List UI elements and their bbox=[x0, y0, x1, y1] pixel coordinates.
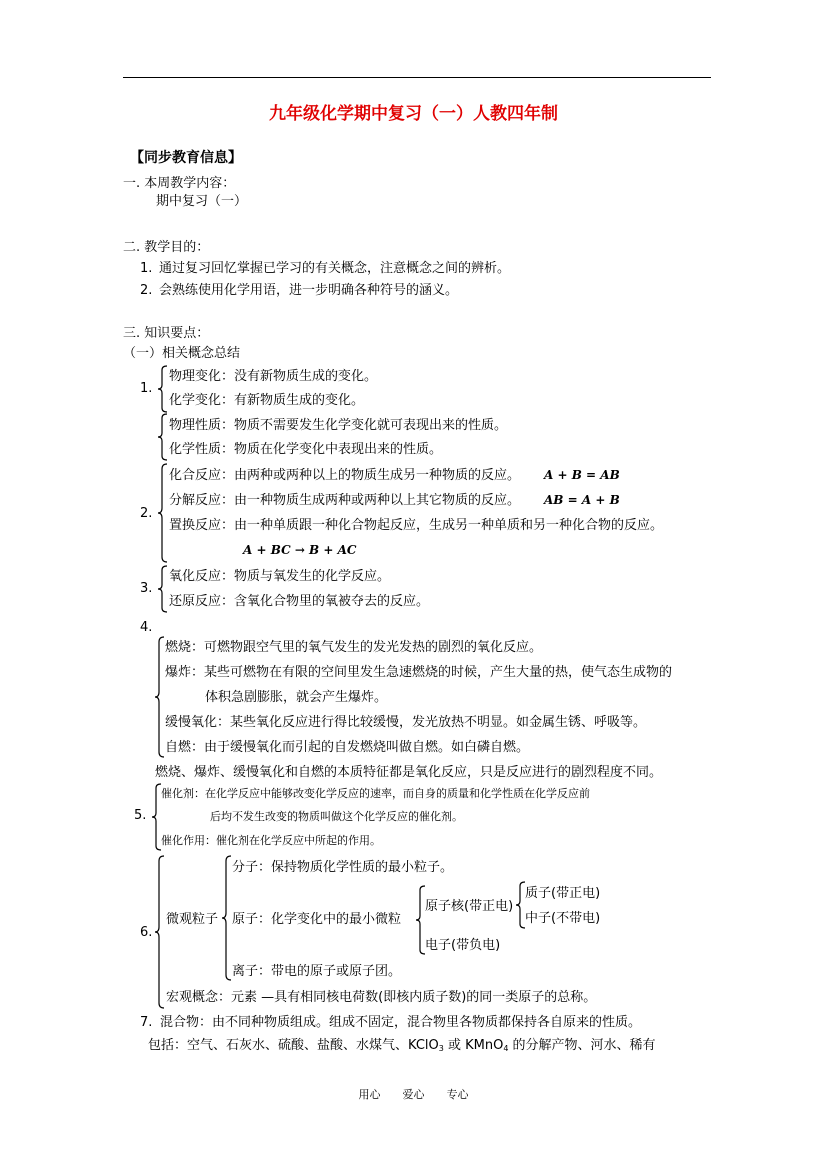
formula-combination: A + B = AB bbox=[544, 468, 620, 482]
explosion-definition-cont: 体积急剧膨胀，就会产生爆炸。 bbox=[205, 690, 388, 705]
concept-1-brace-b bbox=[161, 414, 169, 460]
part1-content: 期中复习（一） bbox=[156, 194, 248, 209]
electron-label: 电子(带负电) bbox=[425, 938, 501, 953]
atom-definition: 原子：化学变化中的最小微粒 bbox=[232, 912, 402, 927]
molecule-definition: 分子：保持物质化学性质的最小粒子。 bbox=[232, 860, 454, 875]
part2-heading: 二. 教学目的： bbox=[123, 240, 210, 255]
part3-subheading: （一）相关概念总结 bbox=[123, 346, 241, 361]
page-title: 九年级化学期中复习（一）人教四年制 bbox=[269, 104, 558, 124]
concept-1-line: 化学性质：物质在化学变化中表现出来的性质。 bbox=[169, 442, 443, 457]
mixture-definition: 混合物：由不同种物质组成。组成不固定，混合物里各物质都保持各自原来的性质。 bbox=[160, 1015, 642, 1030]
header-rule bbox=[123, 77, 711, 78]
nucleus-label: 原子核(带正电) bbox=[425, 899, 514, 914]
concept-6-brace bbox=[158, 856, 166, 1008]
slow-oxidation-definition: 缓慢氧化：某些氧化反应进行得比较缓慢，发光放热不明显。如金属生锈、呼吸等。 bbox=[165, 715, 647, 730]
subscript: 4 bbox=[503, 1044, 509, 1053]
part2-item-text: 会熟练使用化学用语，进一步明确各种符号的涵义。 bbox=[159, 283, 459, 298]
concept-6-number: 6. bbox=[140, 925, 153, 940]
catalyst-definition: 催化剂：在化学反应中能够改变化学反应的速率，而自身的质量和化学性质在化学反应前 bbox=[161, 787, 590, 800]
concept-3-brace bbox=[161, 566, 169, 612]
concept-5-number: 5. bbox=[134, 808, 147, 823]
decomposition-reaction: 分解反应：由一种物质生成两种或两种以上其它物质的反应。 bbox=[169, 493, 521, 508]
section-heading: 【同步教育信息】 bbox=[130, 150, 242, 166]
part3-heading: 三. 知识要点： bbox=[123, 326, 210, 341]
micro-particles-label: 微观粒子 bbox=[166, 912, 219, 927]
proton-label: 质子(带正电) bbox=[525, 886, 601, 901]
displacement-reaction: 置换反应：由一种单质跟一种化合物起反应，生成另一种单质和另一种化合物的反应。 bbox=[169, 518, 664, 533]
oxidation-reaction: 氧化反应：物质与氧发生的化学反应。 bbox=[169, 569, 391, 584]
formula-displacement: A + BC → B + AC bbox=[243, 543, 357, 557]
mixture-examples-part: 或 KMnO bbox=[443, 1038, 504, 1053]
mixture-examples bbox=[148, 1038, 656, 1054]
concept-1-brace-a bbox=[161, 366, 169, 412]
concept-7-number: 7. bbox=[140, 1015, 153, 1030]
concept-3-number: 3. bbox=[140, 581, 153, 596]
explosion-definition: 爆炸：某些可燃物在有限的空间里发生急速燃烧的时候，产生大量的热，使气态生成物的 bbox=[165, 665, 673, 680]
mixture-examples-part: 的分解产物、河水、稀有 bbox=[508, 1038, 656, 1053]
macro-concept-definition: 宏观概念：元素 —具有相同核电荷数(即核内质子数)的同一类原子的总称。 bbox=[166, 990, 597, 1005]
part2-item-num: 2. bbox=[140, 283, 153, 298]
concept-1-number: 1. bbox=[140, 381, 153, 396]
subscript: 3 bbox=[438, 1044, 444, 1053]
concept-1-line: 化学变化：有新物质生成的变化。 bbox=[169, 393, 365, 408]
part2-item-text: 通过复习回忆掌握已学习的有关概念，注意概念之间的辨析。 bbox=[159, 261, 511, 276]
concept-4-number: 4. bbox=[140, 620, 153, 635]
combustion-definition: 燃烧：可燃物跟空气里的氧气发生的发光发热的剧烈的氧化反应。 bbox=[165, 640, 543, 655]
spontaneous-combustion-definition: 自燃：由于缓慢氧化而引起的自发燃烧叫做自燃。如白磷自燃。 bbox=[165, 740, 530, 755]
neutron-label: 中子(不带电) bbox=[525, 911, 601, 926]
ion-definition: 离子：带电的原子或原子团。 bbox=[232, 964, 402, 979]
formula-decomposition: AB = A + B bbox=[544, 493, 620, 507]
catalysis-definition: 催化作用：催化剂在化学反应中所起的作用。 bbox=[161, 834, 381, 847]
concept-1-line: 物理变化：没有新物质生成的变化。 bbox=[169, 369, 378, 384]
concept-2-number: 2. bbox=[140, 506, 153, 521]
concept-2-brace bbox=[161, 464, 169, 562]
reduction-reaction: 还原反应：含氧化合物里的氧被夺去的反应。 bbox=[169, 594, 430, 609]
combination-reaction: 化合反应：由两种或两种以上的物质生成另一种物质的反应。 bbox=[169, 468, 521, 483]
concept-4-summary: 燃烧、爆炸、缓慢氧化和自燃的本质特征都是氧化反应，只是反应进行的剧烈程度不同。 bbox=[155, 765, 663, 780]
page-footer: 用心 爱心 专心 bbox=[358, 1088, 469, 1101]
mixture-examples-part: 包括：空气、石灰水、硫酸、盐酸、水煤气、KClO bbox=[148, 1038, 439, 1053]
concept-1-line: 物理性质：物质不需要发生化学变化就可表现出来的性质。 bbox=[169, 418, 508, 433]
catalyst-definition-cont: 后均不发生改变的物质叫做这个化学反应的催化剂。 bbox=[210, 810, 463, 823]
part2-item-num: 1. bbox=[140, 261, 153, 276]
part1-heading: 一. 本周教学内容： bbox=[123, 176, 236, 191]
